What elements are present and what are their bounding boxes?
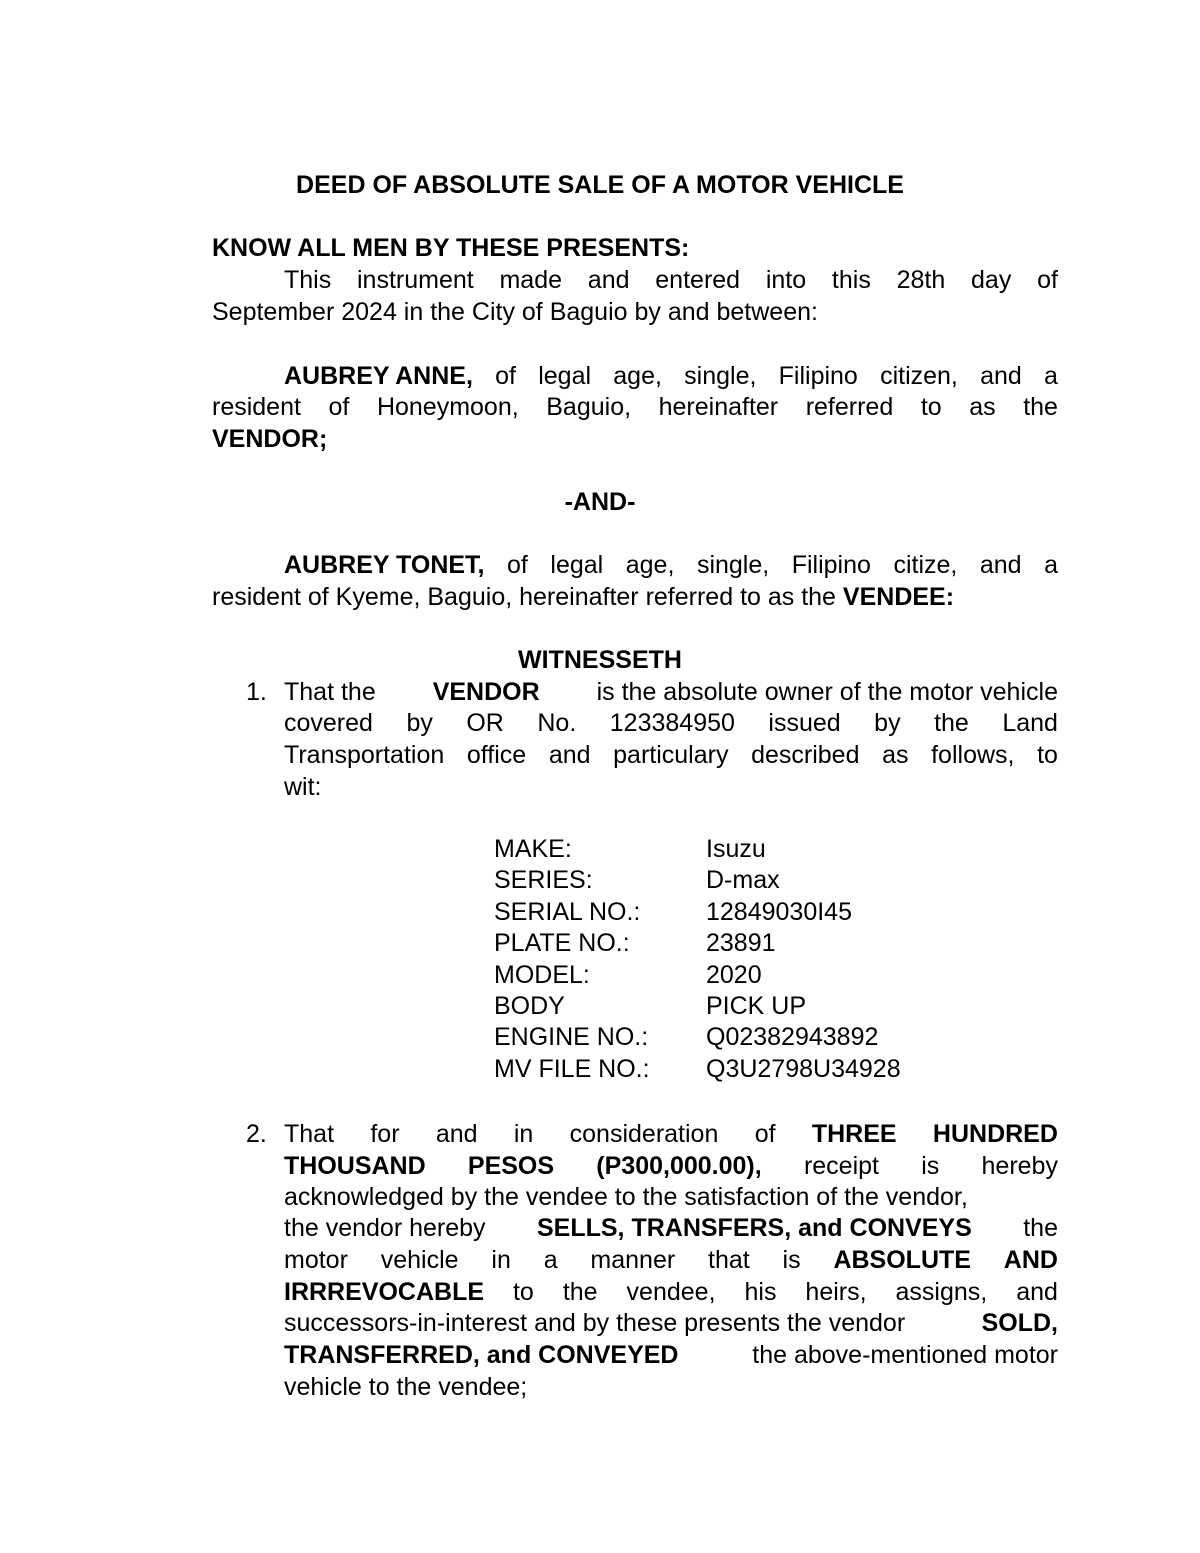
item-2-line-7: successors-in-interest and by these presents the vendor SOLD, [284,1309,1058,1337]
word: instrument [357,266,474,294]
word: receipt [803,1152,879,1180]
intro-line-1 [284,264,1058,296]
word: citize, [893,551,958,579]
vehicle-detail-label: ENGINE NO.: [494,1023,649,1051]
word: PESOS [467,1152,555,1180]
word: to [512,1278,534,1306]
vehicle-detail-value: 23891 [706,929,776,957]
word: Filipino [791,551,871,579]
word: ABSOLUTE [833,1246,971,1274]
word: No. [537,709,577,737]
vehicle-detail-label: MV FILE NO.: [494,1055,650,1083]
word: and [980,362,1022,390]
item-2-line-8: TRANSFERRED, and CONVEYED the above-mentioned motor [284,1341,1058,1369]
vehicle-detail-row [494,959,1014,991]
word: and [587,266,630,294]
word: a [543,1246,558,1274]
word: by [406,709,433,737]
vehicle-detail-label: SERIES: [494,866,593,894]
vehicle-detail-value: 2020 [706,961,762,989]
word: OR [466,709,504,737]
word: in [513,1120,534,1148]
word: AND [1003,1246,1058,1274]
word: to [1037,741,1058,769]
vendor-line-1 [284,360,1058,392]
vehicle-detail-row [494,927,1014,959]
witnesseth-heading: WITNESSETH [518,646,682,674]
word: motor [284,1246,348,1274]
vehicle-detail-value: PICK UP [706,992,807,1020]
vehicle-detail-row [494,833,1014,865]
word: Honeymoon, [376,393,519,421]
vehicle-detail-row [494,990,1014,1022]
word: and [435,1120,478,1148]
word: the [934,709,969,737]
word: a [1044,551,1058,579]
word: particulary [613,741,729,769]
word: as [882,741,909,769]
word: single, [696,551,770,579]
word: this [831,266,871,294]
word: legal [538,362,592,390]
word: in [491,1246,511,1274]
word: by [874,709,901,737]
word: to [920,393,942,421]
word: Transportation [284,741,445,769]
intro-line-2: September 2024 in the City of Baguio by and between: [212,298,818,326]
intro-heading: KNOW ALL MEN BY THESE PRESENTS: [212,234,690,262]
vehicle-detail-row [494,896,1014,928]
vehicle-detail-label: BODY [494,992,565,1020]
vendee-line-1 [284,549,1058,581]
word: for [370,1120,400,1148]
word: (P300,000.00), [596,1152,762,1180]
word: This [284,266,332,294]
word: described [751,741,860,769]
item-1-line-1: That the VENDOR is the absolute owner of the motor vehicle [284,678,1058,706]
item-2-line-9: vehicle to the vendee; [284,1373,528,1401]
word: is [921,1152,940,1180]
vehicle-detail-value: D-max [706,866,780,894]
word: 123384950 [609,709,735,737]
vendee-label: VENDEE: [842,583,955,611]
word: and [548,741,591,769]
word: office [466,741,527,769]
word: as [969,393,996,421]
word: day [971,266,1012,294]
item-1-line-4: wit: [284,773,322,801]
item-2-line-2 [284,1150,1058,1182]
vehicle-detail-row [494,1053,1014,1085]
word: THOUSAND [284,1152,426,1180]
item-2-line-5 [284,1244,1058,1276]
word: THREE [811,1120,897,1148]
word: and [1016,1278,1058,1306]
word: and [979,551,1022,579]
word: of [754,1120,776,1148]
vehicle-detail-row [494,864,1014,896]
word: Baguio, [546,393,632,421]
word: follows, [931,741,1015,769]
word: heirs, [805,1278,867,1306]
word: legal [550,551,604,579]
vehicle-detail-label: PLATE NO.: [494,929,630,957]
vehicle-detail-value: 12849030I45 [706,898,852,926]
word: hereinafter [658,393,779,421]
word: single, [684,362,757,390]
word: of [495,362,516,390]
item-2-line-6 [284,1276,1058,1308]
word: IRRREVOCABLE [284,1278,485,1306]
word: vehicle [380,1246,459,1274]
word: of [328,393,350,421]
vendee-line-2: resident of Kyeme, Baguio, hereinafter referred to as the VENDEE: [212,583,955,611]
word: issued [768,709,841,737]
and-separator: -AND- [564,488,636,516]
word: Land [1002,709,1058,737]
vendor-name: AUBREY ANNE, [284,362,473,390]
word: resident [212,393,301,421]
word: entered [655,266,741,294]
word: citizen, [880,362,958,390]
word: HUNDRED [932,1120,1058,1148]
item-1-number: 1. [246,678,267,706]
vehicle-detail-label: SERIAL NO.: [494,898,641,926]
vendor-line-2 [212,391,1058,423]
item-1-line-2 [284,707,1058,739]
word: made [499,266,563,294]
word: of [1037,266,1058,294]
word: Filipino [778,362,858,390]
word: that [708,1246,750,1274]
word: hereby [981,1152,1058,1180]
word: assigns, [895,1278,988,1306]
vehicle-detail-value: Isuzu [706,835,766,863]
item-2-line-1 [284,1118,1058,1150]
word: the [562,1278,598,1306]
word: vendee, [626,1278,716,1306]
item-2-number: 2. [246,1120,267,1148]
word: into [765,266,807,294]
vehicle-detail-label: MODEL: [494,961,590,989]
word: is [782,1246,801,1274]
vendor-label: VENDOR; [212,425,328,453]
word: of [507,551,528,579]
item-1-line-3 [284,739,1058,771]
word: the [1023,393,1058,421]
word: covered [284,709,373,737]
word: age, [625,551,675,579]
word: That [284,1120,335,1148]
word: a [1044,362,1058,390]
item-2-line-3: acknowledged by the vendee to the satisfaction of the vendor, [284,1183,968,1211]
vehicle-detail-row [494,1021,1014,1053]
vehicle-detail-value: Q3U2798U34928 [706,1055,901,1083]
vehicle-detail-label: MAKE: [494,835,572,863]
word: age, [613,362,662,390]
document-title: DEED OF ABSOLUTE SALE OF A MOTOR VEHICLE [296,171,904,199]
word: manner [590,1246,676,1274]
item-2-line-4: the vendor hereby SELLS, TRANSFERS, and CONVEYS the [284,1214,1058,1242]
vehicle-detail-value: Q02382943892 [706,1023,879,1051]
word: his [744,1278,777,1306]
vendee-name: AUBREY TONET, [284,551,485,579]
word: 28th [896,266,946,294]
word: referred [805,393,894,421]
word: consideration [569,1120,719,1148]
